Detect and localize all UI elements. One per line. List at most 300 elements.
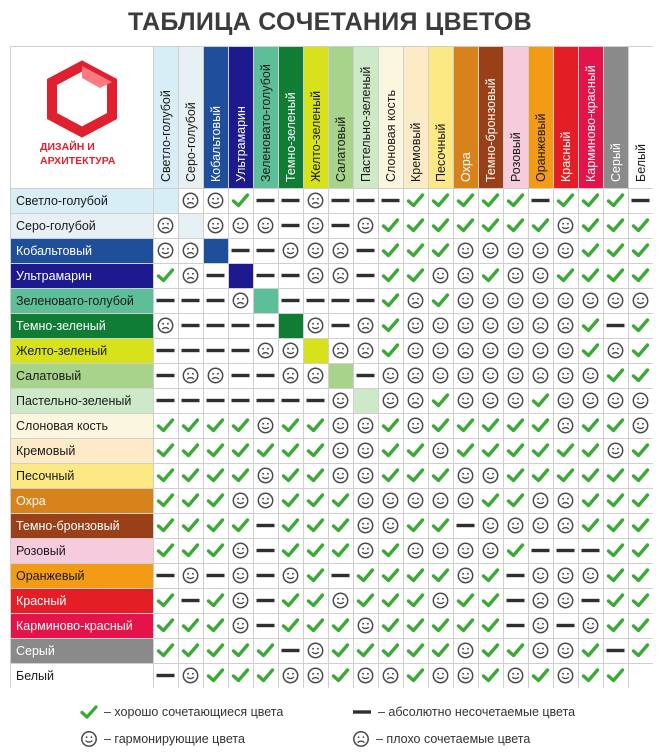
frown-icon [158,218,172,232]
dash-icon [157,399,175,402]
check-icon [634,445,648,456]
matrix-cell [507,624,525,627]
matrix-cell [384,595,398,606]
matrix-cell [558,668,572,682]
matrix-cell [458,468,472,482]
matrix-cell [257,374,275,377]
check-icon [634,270,648,281]
check-icon [584,495,598,506]
matrix-cell [509,195,523,206]
matrix-cell [184,420,198,431]
matrix-cell [609,570,623,581]
page-title: ТАБЛИЦА СОЧЕТАНИЯ ЦВЕТОВ [127,7,532,36]
matrix-cell [157,674,175,677]
check-icon [509,445,523,456]
smile-icon [533,518,547,532]
row-label: Слоновая кость [16,419,109,433]
matrix-cell [258,468,272,482]
matrix-cell [353,388,378,413]
matrix-cell [207,274,225,277]
smile-icon [508,243,522,257]
check-icon [434,295,448,306]
smile-icon [458,318,472,332]
smile-icon [408,493,422,507]
check-icon [634,645,648,656]
matrix-cell [409,220,423,231]
dash-icon [332,299,350,302]
check-icon [184,545,198,556]
check-icon [259,445,273,456]
frown-icon [358,343,372,357]
smile-icon [458,668,472,682]
matrix-cell [434,195,448,206]
check-icon [484,220,498,231]
logo [40,66,116,167]
matrix-cell [333,468,347,482]
matrix-cell [209,470,223,481]
smile-icon [458,243,472,257]
smile-icon [558,568,572,582]
matrix-cell [583,618,597,632]
check-icon [334,620,348,631]
smile-icon [208,218,222,232]
check-icon [184,495,198,506]
check-icon [534,670,548,681]
matrix-cell [484,445,498,456]
matrix-cell [584,195,598,206]
matrix-cell [558,643,572,657]
check-icon [334,545,348,556]
smile-icon [333,418,347,432]
matrix-cell [233,593,247,607]
matrix-cell [153,188,178,213]
check-icon [209,645,223,656]
matrix-cell [159,270,173,281]
matrix-cell [609,220,623,231]
check-icon [359,595,373,606]
check-icon [309,495,323,506]
matrix-cell [357,199,375,202]
matrix-cell [609,245,623,256]
matrix-cell [283,343,297,357]
matrix-cell [634,270,648,281]
matrix-cell [509,470,523,481]
check-icon [609,245,623,256]
row-label: Розовый [16,544,66,558]
matrix-cell [583,393,597,407]
legend-poor-label: – плохо сочетаемые цвета [376,732,531,746]
row-label: Салатовый [16,369,82,383]
matrix-cell [609,620,623,631]
matrix-cell [334,520,348,531]
matrix-cell [459,445,473,456]
smile-icon [308,218,322,232]
check-icon [409,470,423,481]
check-icon [484,195,498,206]
matrix-cell [384,245,398,256]
matrix-cell [483,243,497,257]
matrix-cell [533,243,547,257]
dash-icon [182,349,200,352]
frown-icon [408,368,422,382]
check-icon [159,420,173,431]
smile-icon [258,468,272,482]
matrix-cell [157,349,175,352]
matrix-cell [534,420,548,431]
check-icon [459,595,473,606]
row-label: Кобальтовый [16,244,93,258]
diagonal-swatch [303,338,328,363]
matrix-cell [357,299,375,302]
matrix-cell [182,399,200,402]
diagonal-swatch [353,388,378,413]
smile-icon [233,593,247,607]
matrix-cell [483,343,497,357]
matrix-cell [384,645,398,656]
matrix-cell [333,393,347,407]
matrix-cell [633,418,647,432]
dash-icon [232,324,250,327]
smile-icon [583,368,597,382]
matrix-cell [159,470,173,481]
smile-icon [508,518,522,532]
matrix-cell [559,270,573,281]
matrix-cell [184,645,198,656]
smile-icon [458,293,472,307]
matrix-cell [257,249,275,252]
dash-icon [357,274,375,277]
matrix-cell [508,368,522,382]
matrix-cell [282,649,300,652]
column-label: Темно-зеленый [284,92,298,182]
check-icon [384,595,398,606]
matrix-cell [458,493,472,507]
matrix-cell [508,518,522,532]
smile-icon [508,318,522,332]
dash-icon [257,274,275,277]
check-icon [384,620,398,631]
check-icon [309,420,323,431]
frown-icon [308,368,322,382]
dash-icon [607,649,625,652]
smile-icon [508,393,522,407]
column-label: Красный [559,131,573,182]
matrix-cell [532,199,550,202]
matrix-cell [159,620,173,631]
smile-icon [458,368,472,382]
check-icon [384,570,398,581]
frown-icon [558,518,572,532]
check-icon [159,595,173,606]
matrix-cell [158,218,172,232]
matrix-cell [409,270,423,281]
column-label: Розовый [509,132,523,182]
check-icon [209,670,223,681]
matrix-cell [484,620,498,631]
matrix-cell [359,595,373,606]
matrix-cell [558,518,572,532]
smile-icon [633,293,647,307]
smile-icon [533,568,547,582]
matrix-cell [634,245,648,256]
matrix-cell [458,268,472,282]
matrix-cell [609,195,623,206]
matrix-cell [609,495,623,506]
matrix-cell [234,420,248,431]
frown-icon [533,368,547,382]
dash-icon [182,399,200,402]
smile-icon [508,293,522,307]
check-icon [609,495,623,506]
matrix-cell [559,195,573,206]
check-icon [184,470,198,481]
matrix-cell [558,343,572,357]
matrix-cell [633,393,647,407]
matrix-cell [559,445,573,456]
smile-icon [283,568,297,582]
matrix-cell [434,620,448,631]
smile-icon [433,268,447,282]
matrix-cell [633,293,647,307]
smile-icon [633,393,647,407]
matrix-cell [232,374,250,377]
matrix-cell [383,668,397,682]
matrix-cell [257,524,275,527]
check-icon [309,595,323,606]
matrix-cell [308,243,322,257]
matrix-cell [434,395,448,406]
matrix-cell [634,595,648,606]
matrix-cell [309,445,323,456]
matrix-cell [159,445,173,456]
matrix-cell [208,193,222,207]
dash-icon [557,624,575,627]
matrix-cell [608,393,622,407]
matrix-cell [583,568,597,582]
check-icon [409,645,423,656]
matrix-cell [278,313,303,338]
smile-icon [383,493,397,507]
matrix-cell [333,343,347,357]
matrix-cell [234,195,248,206]
smile-icon [358,218,372,232]
smile-icon [308,243,322,257]
matrix-cell [409,570,423,581]
check-icon [209,470,223,481]
matrix-cell [534,445,548,456]
diagonal-swatch [153,188,178,213]
matrix-cell [158,318,172,332]
matrix-cell [634,220,648,231]
frown-icon [333,243,347,257]
smile-icon [558,218,572,232]
smile-icon [183,568,197,582]
check-icon [309,570,323,581]
matrix-cell [234,645,248,656]
logo-text-line1: ДИЗАЙН И [40,141,95,153]
matrix-cell [434,645,448,656]
dash-icon [282,224,300,227]
check-icon [259,670,273,681]
check-icon [584,520,598,531]
column-label: Оранжевый [534,113,548,182]
check-icon [184,645,198,656]
matrix-cell [609,670,623,681]
matrix-cell [233,493,247,507]
matrix-cell [183,193,197,207]
matrix-cell [634,620,648,631]
frown-icon [608,343,622,357]
check-icon [409,270,423,281]
smile-icon [483,293,497,307]
check-icon [609,545,623,556]
smile-icon [558,643,572,657]
matrix-cell [333,418,347,432]
matrix-cell [357,374,375,377]
check-icon [584,320,598,331]
dash-icon [232,249,250,252]
check-icon [584,345,598,356]
column-label: Зеленовато-голубой [259,64,273,182]
matrix-cell [433,443,447,457]
dash-icon [257,374,275,377]
matrix-cell [532,549,550,552]
matrix-cell [634,470,648,481]
check-icon [584,670,598,681]
matrix-cell [583,368,597,382]
matrix-cell [634,545,648,556]
check-icon [409,670,423,681]
matrix-cell [458,668,472,682]
matrix-cell [258,218,272,232]
matrix-cell [483,518,497,532]
check-icon [284,420,298,431]
check-icon [309,470,323,481]
matrix-cell [209,420,223,431]
check-icon [559,470,573,481]
matrix-cell [408,293,422,307]
smile-icon [458,393,472,407]
matrix-cell [484,570,498,581]
check-icon [434,645,448,656]
matrix-cell [608,293,622,307]
dash-icon [207,299,225,302]
matrix-cell [184,545,198,556]
matrix-cell [309,420,323,431]
smile-icon [433,543,447,557]
smile-icon [358,468,372,482]
dash-icon [352,704,372,720]
matrix-cell [483,368,497,382]
smile-icon [483,518,497,532]
matrix-cell [303,338,328,363]
check-icon [284,445,298,456]
matrix-cell [434,245,448,256]
frown-icon [333,268,347,282]
check-icon [634,370,648,381]
frown-icon [283,368,297,382]
matrix-cell [409,245,423,256]
check-icon [584,270,598,281]
matrix-cell [559,470,573,481]
matrix-cell [558,493,572,507]
dash-icon [232,399,250,402]
matrix-cell [284,445,298,456]
frown-icon [183,268,197,282]
matrix-cell [607,649,625,652]
smile-icon [558,393,572,407]
dash-icon [207,399,225,402]
matrix-cell [484,270,498,281]
matrix-cell [209,545,223,556]
check-icon [209,595,223,606]
matrix-cell [384,345,398,356]
check-icon [209,620,223,631]
check-icon [534,470,548,481]
check-icon [409,595,423,606]
matrix-cell [334,670,348,681]
frown-icon [533,593,547,607]
check-icon [509,495,523,506]
matrix-cell [332,324,350,327]
smile-icon [408,318,422,332]
matrix-cell [257,574,275,577]
matrix-cell [533,318,547,332]
matrix-cell [284,620,298,631]
check-icon [484,445,498,456]
smile-icon [233,493,247,507]
matrix-cell [458,243,472,257]
check-icon [559,270,573,281]
matrix-cell [509,420,523,431]
matrix-cell [333,243,347,257]
smile-icon [558,343,572,357]
matrix-cell [259,445,273,456]
matrix-cell [408,318,422,332]
matrix-cell [258,493,272,507]
matrix-cell [232,399,250,402]
matrix-cell [433,493,447,507]
matrix-cell [583,293,597,307]
smile-icon [183,668,197,682]
check-icon [80,704,98,720]
matrix-cell [508,668,522,682]
dash-icon [182,599,200,602]
matrix-cell [358,618,372,632]
matrix-cell [483,543,497,557]
matrix-cell [533,643,547,657]
matrix-cell [608,343,622,357]
check-icon [234,520,248,531]
matrix-cell [359,570,373,581]
matrix-cell [383,493,397,507]
smile-icon [433,443,447,457]
check-icon [159,545,173,556]
check-icon [484,595,498,606]
matrix-cell [384,270,398,281]
frown-icon [533,318,547,332]
check-icon [384,645,398,656]
matrix-cell [484,495,498,506]
smile-icon [383,368,397,382]
row-label: Красный [16,594,67,608]
matrix-cell [383,393,397,407]
check-icon [559,195,573,206]
smile-icon [458,543,472,557]
matrix-cell [533,368,547,382]
matrix-cell [558,568,572,582]
matrix-cell [283,668,297,682]
